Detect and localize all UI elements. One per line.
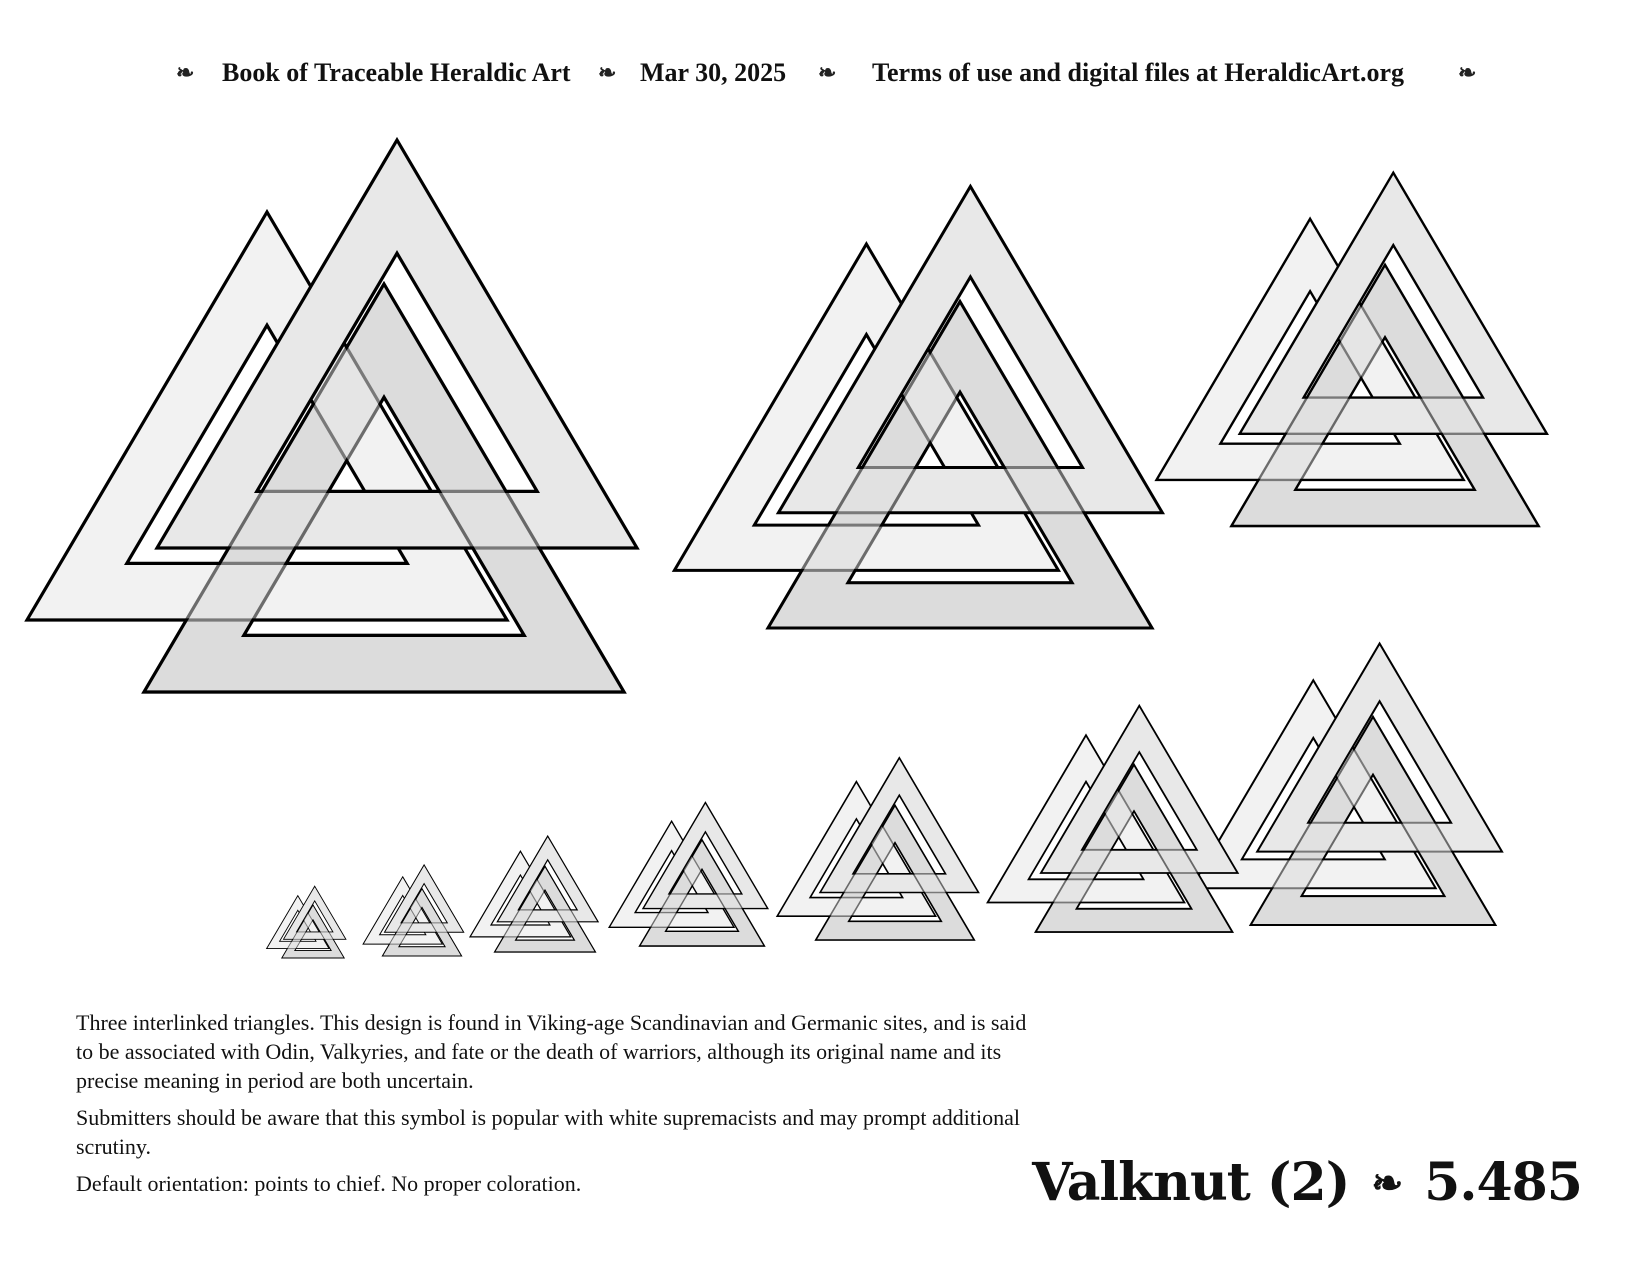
valknut-size-6 <box>777 758 978 940</box>
valknut-size-3 <box>363 865 464 956</box>
fleuron-ornament: ❧ <box>818 60 837 85</box>
description <box>76 1008 1036 1206</box>
charge-title <box>1032 1148 1582 1218</box>
valknut-size-2 <box>267 886 346 958</box>
valknut-large <box>27 140 637 692</box>
valknut-size-5 <box>609 803 768 947</box>
valknut-size-7 <box>988 706 1238 932</box>
fleuron-ornament: ❧ <box>1458 60 1477 85</box>
fleuron-ornament: ❧ <box>1371 1160 1403 1205</box>
description-paragraph: Three interlinked triangles. This design is found in Viking-age Scandinavian and Germanic sites, and is said to be associated with Odin, Valkyries, and fate or the death of warriors, although its original name and its precise meaning in period are both uncertain. <box>76 1010 1027 1093</box>
charge-number: 5.485 <box>1424 1152 1582 1213</box>
description-paragraph: Submitters should be aware that this symbol is popular with white supremacists and may prompt additional scrutiny. <box>76 1105 1021 1159</box>
fleuron-ornament: ❧ <box>598 60 617 85</box>
valknut-medium <box>674 186 1162 628</box>
terms-link[interactable]: Terms of use and digital files at HeraldicArt.org <box>872 58 1404 87</box>
book-title: Book of Traceable Heraldic Art <box>222 58 571 87</box>
fleuron-ornament: ❧ <box>176 60 195 85</box>
charge-name: Valknut (2) <box>1032 1152 1350 1213</box>
description-paragraph: Default orientation: points to chief. No proper coloration. <box>76 1171 582 1196</box>
valknut-size-4 <box>470 836 598 952</box>
publication-date: Mar 30, 2025 <box>640 58 787 87</box>
valknut-small <box>1157 173 1547 526</box>
valknut-size-8 <box>1191 644 1502 926</box>
